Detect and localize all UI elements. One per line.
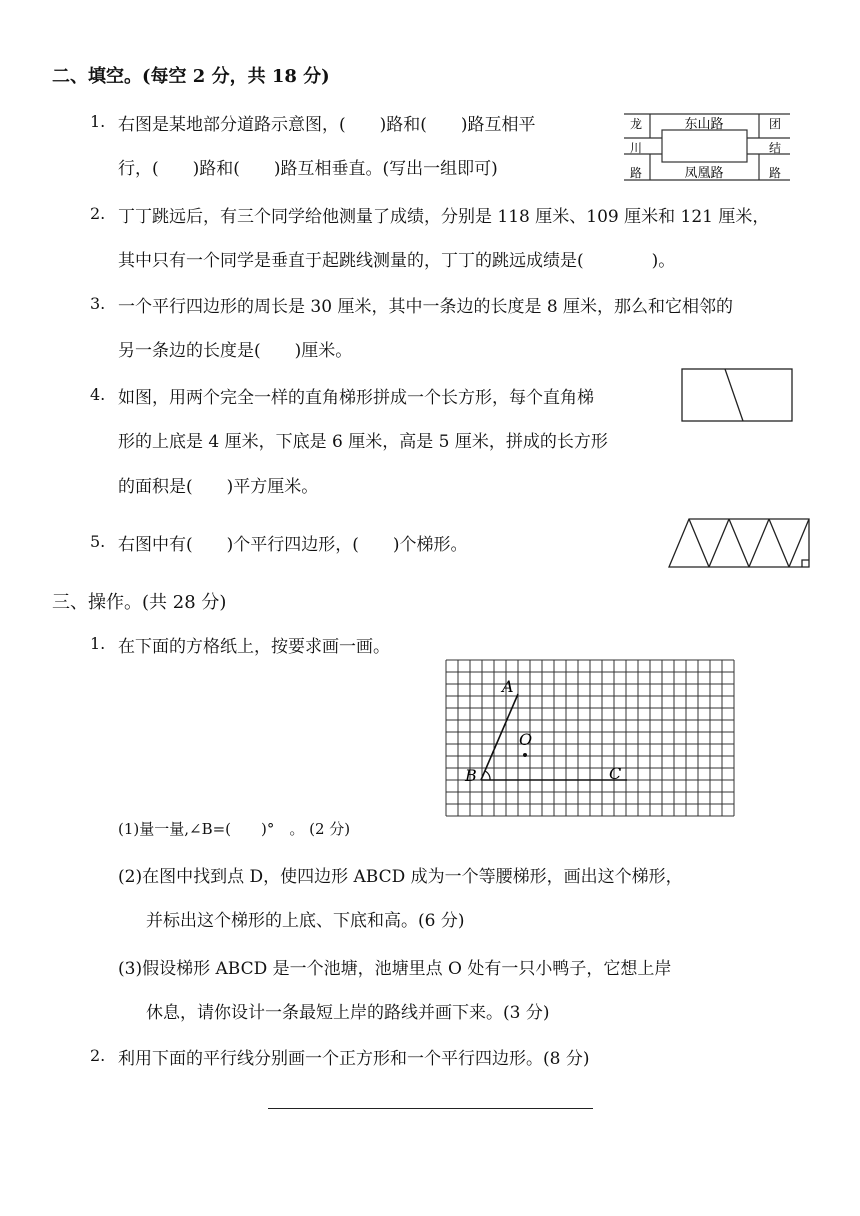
q2-line2: 其中只有一个同学是垂直于起跳线测量的，丁丁的跳远成绩是( )。	[118, 251, 676, 271]
q4-line1: 如图，用两个完全一样的直角梯形拼成一个长方形，每个直角梯	[118, 388, 594, 408]
q3-number: 3.	[90, 294, 106, 313]
op-sub3-line2: 休息，请你设计一条最短上岸的路线并画下来。(3 分)	[146, 1003, 550, 1023]
point-o-label: O	[519, 730, 533, 749]
point-o-dot	[523, 753, 527, 757]
op-q1-number: 1.	[90, 634, 106, 653]
op-sub3-line1: (3)假设梯形 ABCD 是一个池塘，池塘里点 O 处有一只小鸭子，它想上岸	[118, 959, 672, 979]
q5-number: 5.	[90, 532, 106, 551]
longchuan-road-label-2: 川	[629, 141, 643, 155]
q1-line1: 右图是某地部分道路示意图，( )路和( )路互相平	[118, 115, 536, 135]
tuanjie-road-label-2: 结	[768, 141, 782, 155]
grid-paper[interactable]	[445, 658, 735, 818]
q4-line2: 形的上底是 4 厘米，下底是 6 厘米，高是 5 厘米，拼成的长方形	[118, 432, 608, 452]
q4-line3: 的面积是( )平方厘米。	[118, 477, 319, 497]
op-sub2-line2: 并标出这个梯形的上底、下底和高。(6 分)	[146, 911, 465, 931]
longchuan-road-label-3: 路	[629, 166, 643, 180]
road-map-figure	[622, 108, 792, 188]
q3-line1: 一个平行四边形的周长是 30 厘米，其中一条边的长度是 8 厘米，那么和它相邻的	[118, 297, 734, 317]
q3-line2: 另一条边的长度是( )厘米。	[118, 341, 353, 361]
q2-line1: 丁丁跳远后，有三个同学给他测量了成绩，分别是 118 厘米、109 厘米和 121 厘米，	[118, 207, 770, 227]
trapezoid-rectangle-figure	[681, 368, 796, 424]
point-c-label: C	[609, 764, 622, 783]
q4-number: 4.	[90, 385, 106, 404]
q1-number: 1.	[90, 112, 106, 131]
segment-ba	[481, 694, 518, 780]
parallelograms-trapezoids-figure	[667, 517, 812, 571]
phoenix-road-label: 凤凰路	[684, 166, 724, 181]
op-sub2-line1: (2)在图中找到点 D，使四边形 ABCD 成为一个等腰梯形，画出这个梯形，	[118, 867, 683, 887]
section2-heading: 二、填空。(每空 2 分，共 18 分)	[52, 66, 330, 87]
q1-line2: 行，( )路和( )路互相垂直。(写出一组即可)	[118, 159, 498, 179]
east-mountain-road-label: 东山路	[684, 117, 724, 132]
angle-b-mark	[485, 771, 490, 780]
op-q1-line1: 在下面的方格纸上，按要求画一画。	[118, 637, 390, 657]
point-b-label: B	[465, 766, 477, 785]
q2-number: 2.	[90, 204, 106, 223]
parallel-line	[268, 1108, 593, 1109]
tuanjie-road-label-1: 团	[768, 117, 782, 131]
section3-heading: 三、操作。(共 28 分)	[52, 592, 227, 613]
op-sub1: (1)量一量,∠B=( )° 。 (2 分)	[118, 820, 351, 838]
op-q2-number: 2.	[90, 1046, 106, 1065]
longchuan-road-label-1: 龙	[629, 117, 643, 131]
point-a-label: A	[502, 677, 514, 696]
q5-line1: 右图中有( )个平行四边形，( )个梯形。	[118, 535, 468, 555]
op-q2-line1: 利用下面的平行线分别画一个正方形和一个平行四边形。(8 分)	[118, 1049, 590, 1069]
tuanjie-road-label-3: 路	[768, 166, 782, 180]
